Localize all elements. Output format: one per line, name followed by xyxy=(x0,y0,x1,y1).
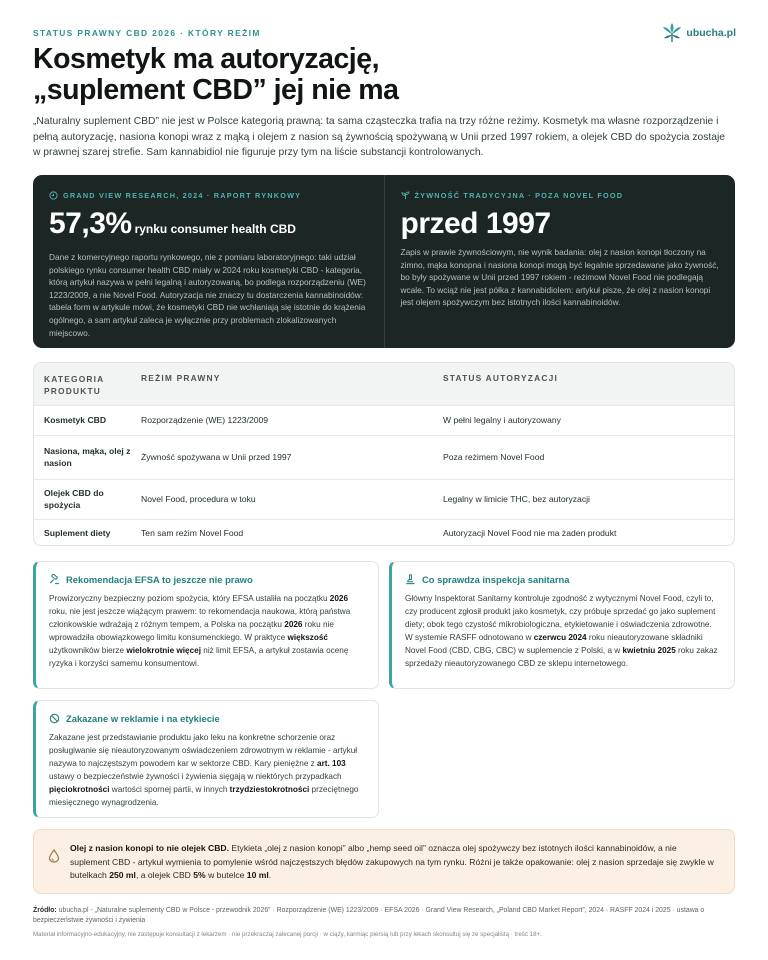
cell-category: Olejek CBD do spożycia xyxy=(44,488,104,510)
card-title: Zakazane w reklamie i na etykiecie xyxy=(66,713,220,724)
stat-description: Dane z komercyjnego raportu rynkowego, nie z pomiaru laboratoryjnego: taki udział polskiego rynku consumer health CBD miały w 2024 roku kosmetyki CBD - kategoria, którą artykuł nazywa w pełni legalną i autoryzowaną, bo podlega rozporządzeniu (WE) 1223/2009, a nie Novel Food. Autoryzacja nie znaczy tu dostarczenia kannabinoidów: tabela form w artykule mówi, że kosmetyki CBD nie wchłaniają się istotnie do krążenia ogólnego, a sam artykuł zaleca je wyłącznie przy problemach zlokalizowanych miejscowo. xyxy=(49,252,366,338)
cell-regime: Rozporządzenie (WE) 1223/2009 xyxy=(141,415,269,425)
note-text: Olej z nasion konopi to nie olejek CBD. Etykieta „olej z nasion konopi” albo „hemp seed oil” oznacza olej spożywczy bez istotnych ilości kannabinoidów, a nie suplement CBD - artykuł wymienia to pomylenie wśród najczęstszych błędów zakupowych na tym rynku. Różni je także opakowanie: olej z nasion sprzedaje się zwykle w butelkach 250 ml, a olejek CBD 5% w butelce 10 ml. xyxy=(70,843,714,881)
table-row xyxy=(34,479,734,519)
stat-description: Zapis w prawie żywnościowym, nie wynik badania: olej z nasion konopi tłoczony na zimno, mąka konopna i nasiona konopi mogą być legalnie sprzedawane jako żywność, bo były spożywane w Unii przed 1997 rokiem - reżimowi Novel Food nie podlegają wcale. To wciąż nie jest półka z kannabidiolem: artykuł pisze, że olej z nasion konopi jest olejem spożywczym bez istotnych ilości kannabinoidów. xyxy=(400,247,719,308)
stat-market-share xyxy=(33,175,384,348)
logo[interactable] xyxy=(662,22,736,44)
card-advertising-ban xyxy=(33,700,379,818)
sources xyxy=(33,906,735,926)
hemp-leaf-icon xyxy=(662,22,682,44)
logo-text: ubucha.pl xyxy=(686,27,736,39)
table-header-row xyxy=(34,363,734,405)
card-body: Prowizoryczny bezpieczny poziom spożycia, który EFSA ustaliła na początku 2026 roku, nie jest jeszcze wiążącym prawem: to rekomendacja naukowa, którą państwa członkowskie wdrażają z różnym tempem, a Polska na początku 2026 roku nie wprowadziła obowiązkowego limitu konsumenckiego. W praktyce większość użytkowników bierze wielokrotnie więcej niż limit EFSA, a artykuł zostawia ocenę ryzyka i korzyści samemu konsumentowi. xyxy=(49,594,351,668)
microscope-icon xyxy=(405,574,416,585)
sprout-icon xyxy=(401,191,410,200)
stat-value: 57,3% xyxy=(49,207,132,240)
cell-regime: Ten sam reżim Novel Food xyxy=(141,528,244,539)
column-header-category: KATEGORIA PRODUKTU xyxy=(44,374,105,396)
table-row xyxy=(34,519,734,546)
intro-paragraph: „Naturalny suplement CBD” nie jest w Polsce kategorią prawną: ta sama cząsteczka trafia na trzy różne reżimy. Kosmetyk ma własne rozporządzenie i pełną autoryzację, nasiona konopi wraz z mąką i olejem z nasion są żywnością spożywaną w Unii przed 1997 rokiem, a olejek CBD do spożycia zostaje w prawnej szarej strefie. Sam kannabidiol nie figuruje przy tym na liście substancji kontrolowanych. xyxy=(33,116,725,159)
gavel-icon xyxy=(49,574,60,585)
column-header-status: STATUS AUTORYZACJI xyxy=(443,373,558,383)
card-body: Zakazane jest przedstawianie produktu jako leku na konkretne schorzenie oraz posługiwanie się nieautoryzowanym oświadczeniem zdrowotnym w reklamie - artykuł nazywa to najczęstszym powodem kar w sektorze CBD. Kary pieniężne z art. 103 ustawy o bezpieczeństwie żywności i żywienia sięgają w niektórych przypadkach pięciokrotności wartości spornej partii, w innych trzydziestokrotności przeciętnego miesięcznego wynagrodzenia. xyxy=(49,733,359,807)
title-line-2: „suplement CBD” jej nie ma xyxy=(33,74,399,106)
title-line-1: Kosmetyk ma autoryzację, xyxy=(33,43,379,75)
cell-status: Legalny w limicie THC, bez autoryzacji xyxy=(443,494,590,504)
prohibited-icon xyxy=(49,713,60,724)
cell-category: Nasiona, mąka, olej z nasion xyxy=(44,446,131,468)
table-row xyxy=(34,435,734,479)
card-efsa xyxy=(33,561,379,689)
column-header-regime: REŻIM PRAWNY xyxy=(141,373,221,383)
stat-traditional-food xyxy=(384,175,736,348)
cell-category: Kosmetyk CBD xyxy=(44,415,107,425)
card-body: Główny Inspektorat Sanitarny kontroluje zgodność z wytycznymi Novel Food, czyli to, czy producent zgłosił produkt jako kosmetyk, czy próbuje sprzedać go jako suplement diety; obok tego czystość mikrobiologiczna, etykietowanie i oświadczenia zdrowotne. W systemie RASFF odnotowano w czerwcu 2024 roku nieautoryzowane składniki Novel Food (CBD, CBG, CBC) w suplemencie z Polski, a w kwietniu 2025 roku zakaz sprzedaży nieautoryzowanego CBD ze sklepu internetowego. xyxy=(405,594,718,668)
drop-icon xyxy=(48,849,60,863)
target-icon xyxy=(49,191,58,200)
sources-text: ubucha.pl - „Naturalne suplementy CBD w Polsce - przewodnik 2026” · Rozporządzenie (WE) 1223/2009 · EFSA 2026 · Grand View Research, „Poland CBD Market Report”, 2024 · RASFF 2024 i 2025 · ustawa o bezpieczeństwie żywności i żywienia xyxy=(33,907,705,924)
cell-status: Autoryzacji Novel Food nie ma żaden produkt xyxy=(443,528,617,539)
card-title: Rekomendacja EFSA to jeszcze nie prawo xyxy=(66,574,253,585)
stat-suffix: rynku consumer health CBD xyxy=(134,222,296,236)
cell-regime: Novel Food, procedura w toku xyxy=(141,494,256,504)
cell-status: Poza reżimem Novel Food xyxy=(443,452,545,462)
table-row xyxy=(34,405,734,435)
card-title: Co sprawdza inspekcja sanitarna xyxy=(422,574,570,585)
cell-regime: Żywność spożywana w Unii przed 1997 xyxy=(141,452,292,462)
warning-note xyxy=(33,829,735,894)
kicker: STATUS PRAWNY CBD 2026 · KTÓRY REŻIM xyxy=(33,28,261,38)
cell-status: W pełni legalny i autoryzowany xyxy=(443,415,561,425)
cell-category: Suplement diety xyxy=(44,528,111,539)
disclaimer: Materiał informacyjno-edukacyjny, nie zastępuje konsultacji z lekarzem · nie przekraczaj zalecanej porcji · w ciąży, karmiąc piersią lub przy lekach skonsultuj się ze specjalistą · treść 18+. xyxy=(33,931,542,938)
stat-label: GRAND VIEW RESEARCH, 2024 · RAPORT RYNKOWY xyxy=(63,191,302,200)
page-title xyxy=(33,44,653,106)
sources-label: Źródło: xyxy=(33,907,57,914)
card-sanitary-inspection xyxy=(389,561,735,689)
stat-value: przed 1997 xyxy=(400,207,551,240)
stat-label: ŻYWNOŚĆ TRADYCYJNA · POZA NOVEL FOOD xyxy=(414,191,624,200)
regime-table xyxy=(33,362,735,546)
stats-band xyxy=(33,175,735,348)
